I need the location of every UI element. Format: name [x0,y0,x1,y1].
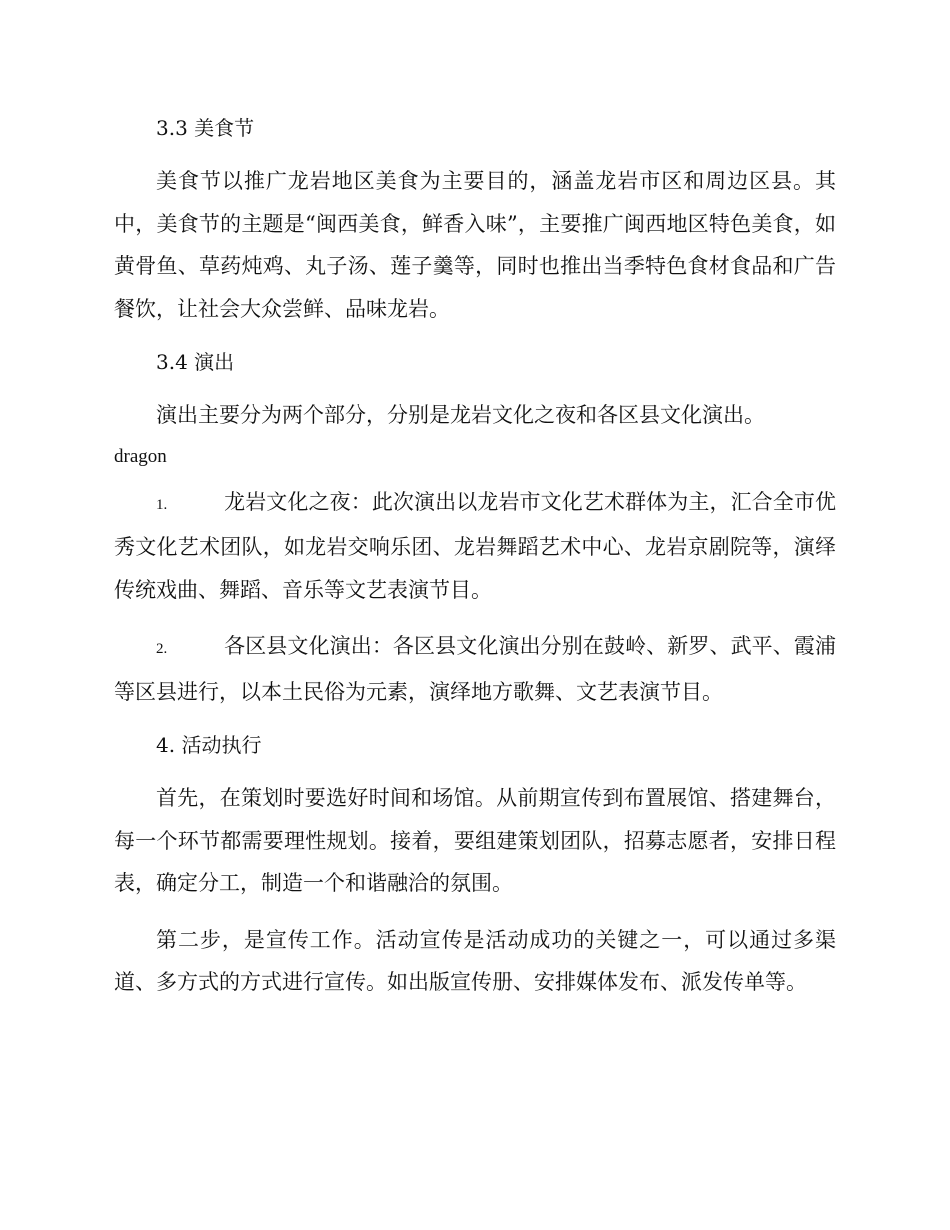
list-number: 2. [156,641,168,657]
section-heading-food-festival: 3.3 美食节 [156,116,255,140]
paragraph-food-festival: 美食节以推广龙岩地区美食为主要目的，涵盖龙岩市区和周边区县。其中，美食节的主题是“闽西美食，鲜香入味”，主要推广闽西地区特色美食，如黄骨鱼、草药炖鸡、丸子汤、莲子羹等，同时也推出当季特色食材食品和广告餐饮，让社会大众尝鲜、品味龙岩。 [114,169,836,321]
list-item-text: 各区县文化演出：各区县文化演出分别在鼓岭、新罗、武平、霞浦等区县进行，以本土民俗为元素，演绎地方歌舞、文艺表演节目。 [114,634,836,704]
stray-text-note: dragon [114,445,167,467]
document-body [114,110,836,1018]
paragraph-execution-second: 第二步，是宣传工作。活动宣传是活动成功的关键之一，可以通过多渠道、多方式的方式进行宣传。如出版宣传册、安排媒体发布、派发传单等。 [114,927,836,994]
section-heading-execution: 4. 活动执行 [156,733,262,757]
section-heading-performance: 3.4 演出 [156,350,235,374]
list-number: 1. [156,496,168,513]
list-item [114,481,836,612]
paragraph-execution-first: 首先，在策划时要选好时间和场馆。从前期宣传到布置展馆、搭建舞台，每一个环节都需要理性规划。接着，要组建策划团队，招募志愿者，安排日程表，确定分工，制造一个和谐融洽的氛围。 [114,786,836,895]
list-item-text: 龙岩文化之夜：此次演出以龙岩市文化艺术群体为主，汇合全市优秀文化艺术团队，如龙岩交响乐团、龙岩舞蹈艺术中心、龙岩京剧院等，演绎传统戏曲、舞蹈、音乐等文艺表演节目。 [114,489,836,602]
list-item [114,625,836,713]
paragraph-performance-intro: 演出主要分为两个部分，分别是龙岩文化之夜和各区县文化演出。 [156,403,765,427]
